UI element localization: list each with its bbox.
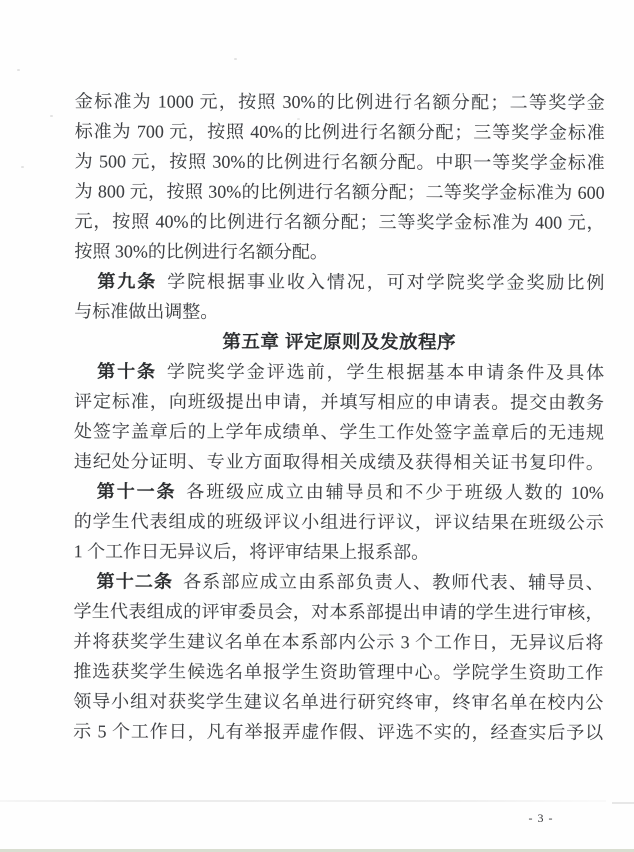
text-line: 评定标准，向班级提出申请，并填写相应的申请表。提交由教务: [74, 391, 605, 413]
scan-fold-line: [0, 800, 606, 802]
text-line: 为 800 元，按照 30%的比例进行名额分配；二等奖学金标准为 600: [74, 181, 605, 203]
text-line: 为 500 元，按照 30%的比例进行名额分配。中职一等奖学金标准: [74, 151, 605, 173]
scan-speck: [297, 118, 300, 120]
scan-speck: [17, 69, 20, 71]
scan-speck: [50, 115, 53, 117]
article-number: 第十一条: [96, 481, 177, 502]
text-line: 第九条 学院根据事业收入情况，可对学院奖学金奖励比例: [97, 271, 605, 293]
text-line: 推选获奖学生候选名单报学生资助管理中心。学院学生资助工作: [73, 661, 604, 683]
text-line: 标准为 700 元，按照 40%的比例进行名额分配；三等奖学金标准: [74, 121, 605, 143]
text-line: 第十二条 各系部应成立由系部负责人、教师代表、辅导员、: [96, 571, 604, 593]
article-number: 第十二条: [96, 571, 174, 592]
text-line: 并将获奖学生建议名单在本系部内公示 3 个工作日，无异议后将: [73, 631, 604, 653]
text-line: 处签字盖章后的上学年成绩单、学生工作处签字盖章后的无违规: [73, 421, 604, 443]
scan-fold-line-right: [612, 802, 634, 804]
text-line: 第十条 学院奖学金评选前，学生根据基本申请条件及具体: [97, 361, 605, 383]
text-line: 学生代表组成的评审委员会，对本系部提出申请的学生进行审核，: [73, 601, 604, 623]
article-number: 第九条: [97, 271, 158, 292]
text-line: 第十一条 各班级应成立由辅导员和不少于班级人数的 10%: [96, 481, 604, 503]
text-line: 违纪处分证明、专业方面取得相关成绩及获得相关证书复印件。: [73, 451, 604, 473]
text-line: 与标准做出调整。: [74, 301, 219, 322]
scan-speck: [234, 58, 237, 60]
article-number: 第十条: [97, 361, 158, 382]
page-number: - 3 -: [528, 811, 554, 825]
text-line: 示 5 个工作日，凡有举报弄虚作假、评选不实的，经查实后予以: [73, 721, 604, 743]
text-line: 1 个工作日无异议后，将评审结果上报系部。: [73, 541, 430, 563]
text-block: [73, 86, 605, 747]
scan-speck: [21, 166, 24, 168]
text-line: 金标准为 1000 元，按照 30%的比例进行名额分配；二等奖学金: [74, 91, 605, 113]
text-line: 元，按照 40%的比例进行名额分配；三等奖学金标准为 400 元，: [74, 211, 605, 233]
chapter-heading: 第五章 评定原则及发放程序: [222, 330, 457, 353]
text-line: 按照 30%的比例进行名额分配。: [74, 241, 328, 262]
text-line: 领导小组对获奖学生建议名单进行研究终审，终审名单在校内公: [73, 691, 604, 713]
text-line: 的学生代表组成的班级评议小组进行评议，评议结果在班级公示: [73, 511, 604, 533]
